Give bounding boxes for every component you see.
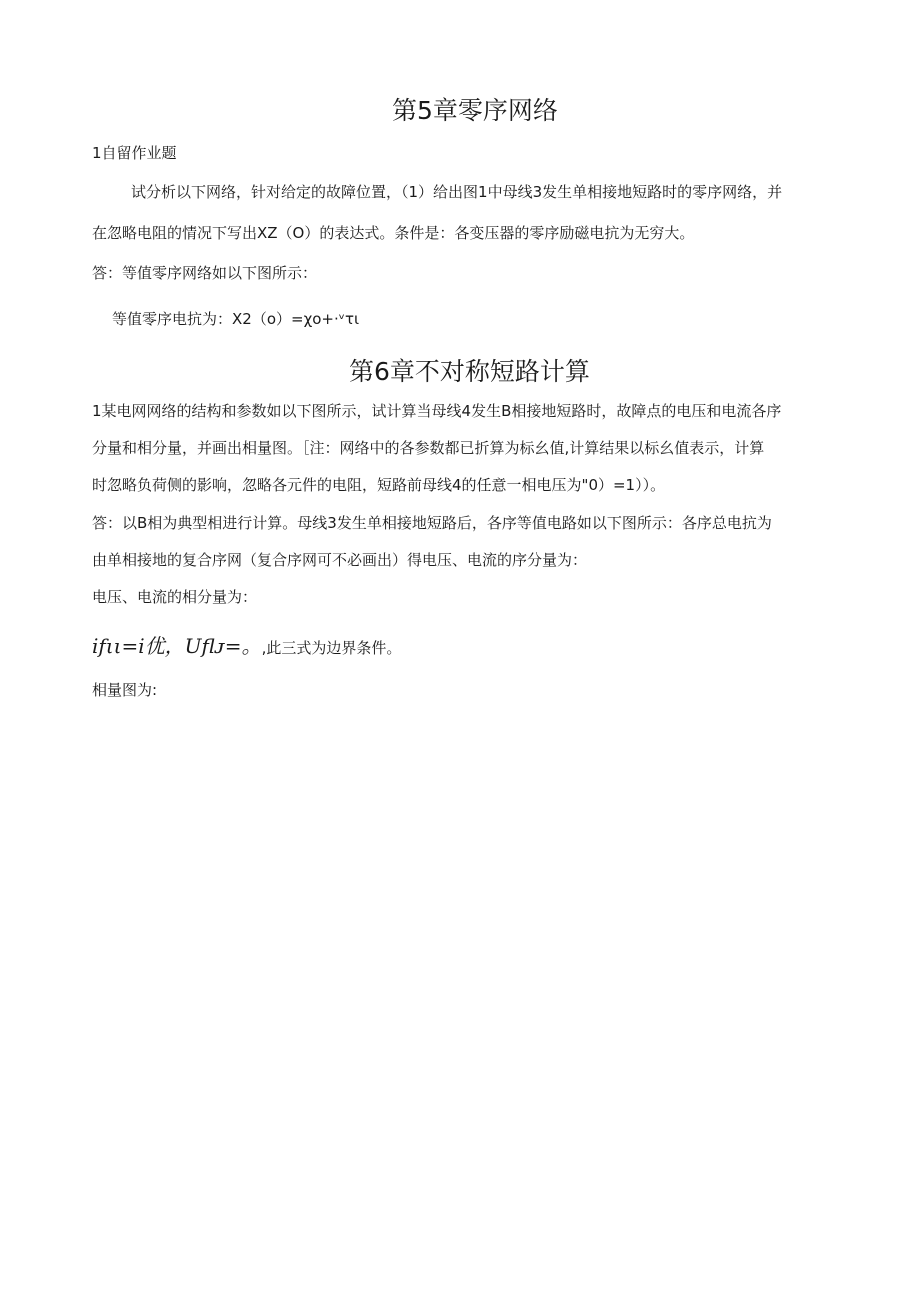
boundary-formula: ifιι=i优，Uflᴊ=。 — [92, 634, 262, 658]
chapter6-question-line2: 分量和相分量，并画出相量图。［注：网络中的各参数都已折算为标幺值,计算结果以标幺值表示，计算 — [92, 439, 765, 457]
chapter6-answer-line1: 答：以B相为典型相进行计算。母线3发生单相接地短路后，各序等值电路如以下图所示：各序总电抗为 — [92, 514, 772, 532]
chapter6-title: 第6章不对称短路计算 — [349, 357, 590, 386]
phasor-diagram-label: 相量图为: — [92, 681, 158, 699]
section-label: 1自留作业题 — [92, 144, 177, 162]
chapter5-title: 第5章零序网络 — [392, 96, 558, 125]
chapter5-answer: 答：等值零序网络如以下图所示： — [92, 264, 318, 282]
chapter5-question-line1: 试分析以下网络，针对给定的故障位置，（1）给出图1中母线3发生单相接地短路时的零序网络，并 — [131, 183, 783, 201]
phase-components-label: 电压、电流的相分量为： — [92, 588, 258, 606]
chapter5-question-line2: 在忽略电阻的情况下写出XZ（O）的表达式。条件是：各变压器的零序励磁电抗为无穷大。 — [92, 224, 695, 242]
boundary-conditions — [92, 630, 401, 659]
chapter5-impedance: 等值零序电抗为：X2（o）=χo+·ᵛτι — [112, 310, 360, 328]
chapter6-question-line3: 时忽略负荷侧的影响，忽略各元件的电阻，短路前母线4的任意一相电压为"0）=1））。 — [92, 476, 666, 494]
chapter6-question-line1: 1某电网网络的结构和参数如以下图所示，试计算当母线4发生B相接地短路时，故障点的电压和电流各序 — [92, 402, 782, 420]
chapter6-answer-line2: 由单相接地的复合序网（复合序网可不必画出）得电压、电流的序分量为： — [92, 551, 588, 569]
boundary-formula-note: ,此三式为边界条件。 — [261, 639, 402, 657]
